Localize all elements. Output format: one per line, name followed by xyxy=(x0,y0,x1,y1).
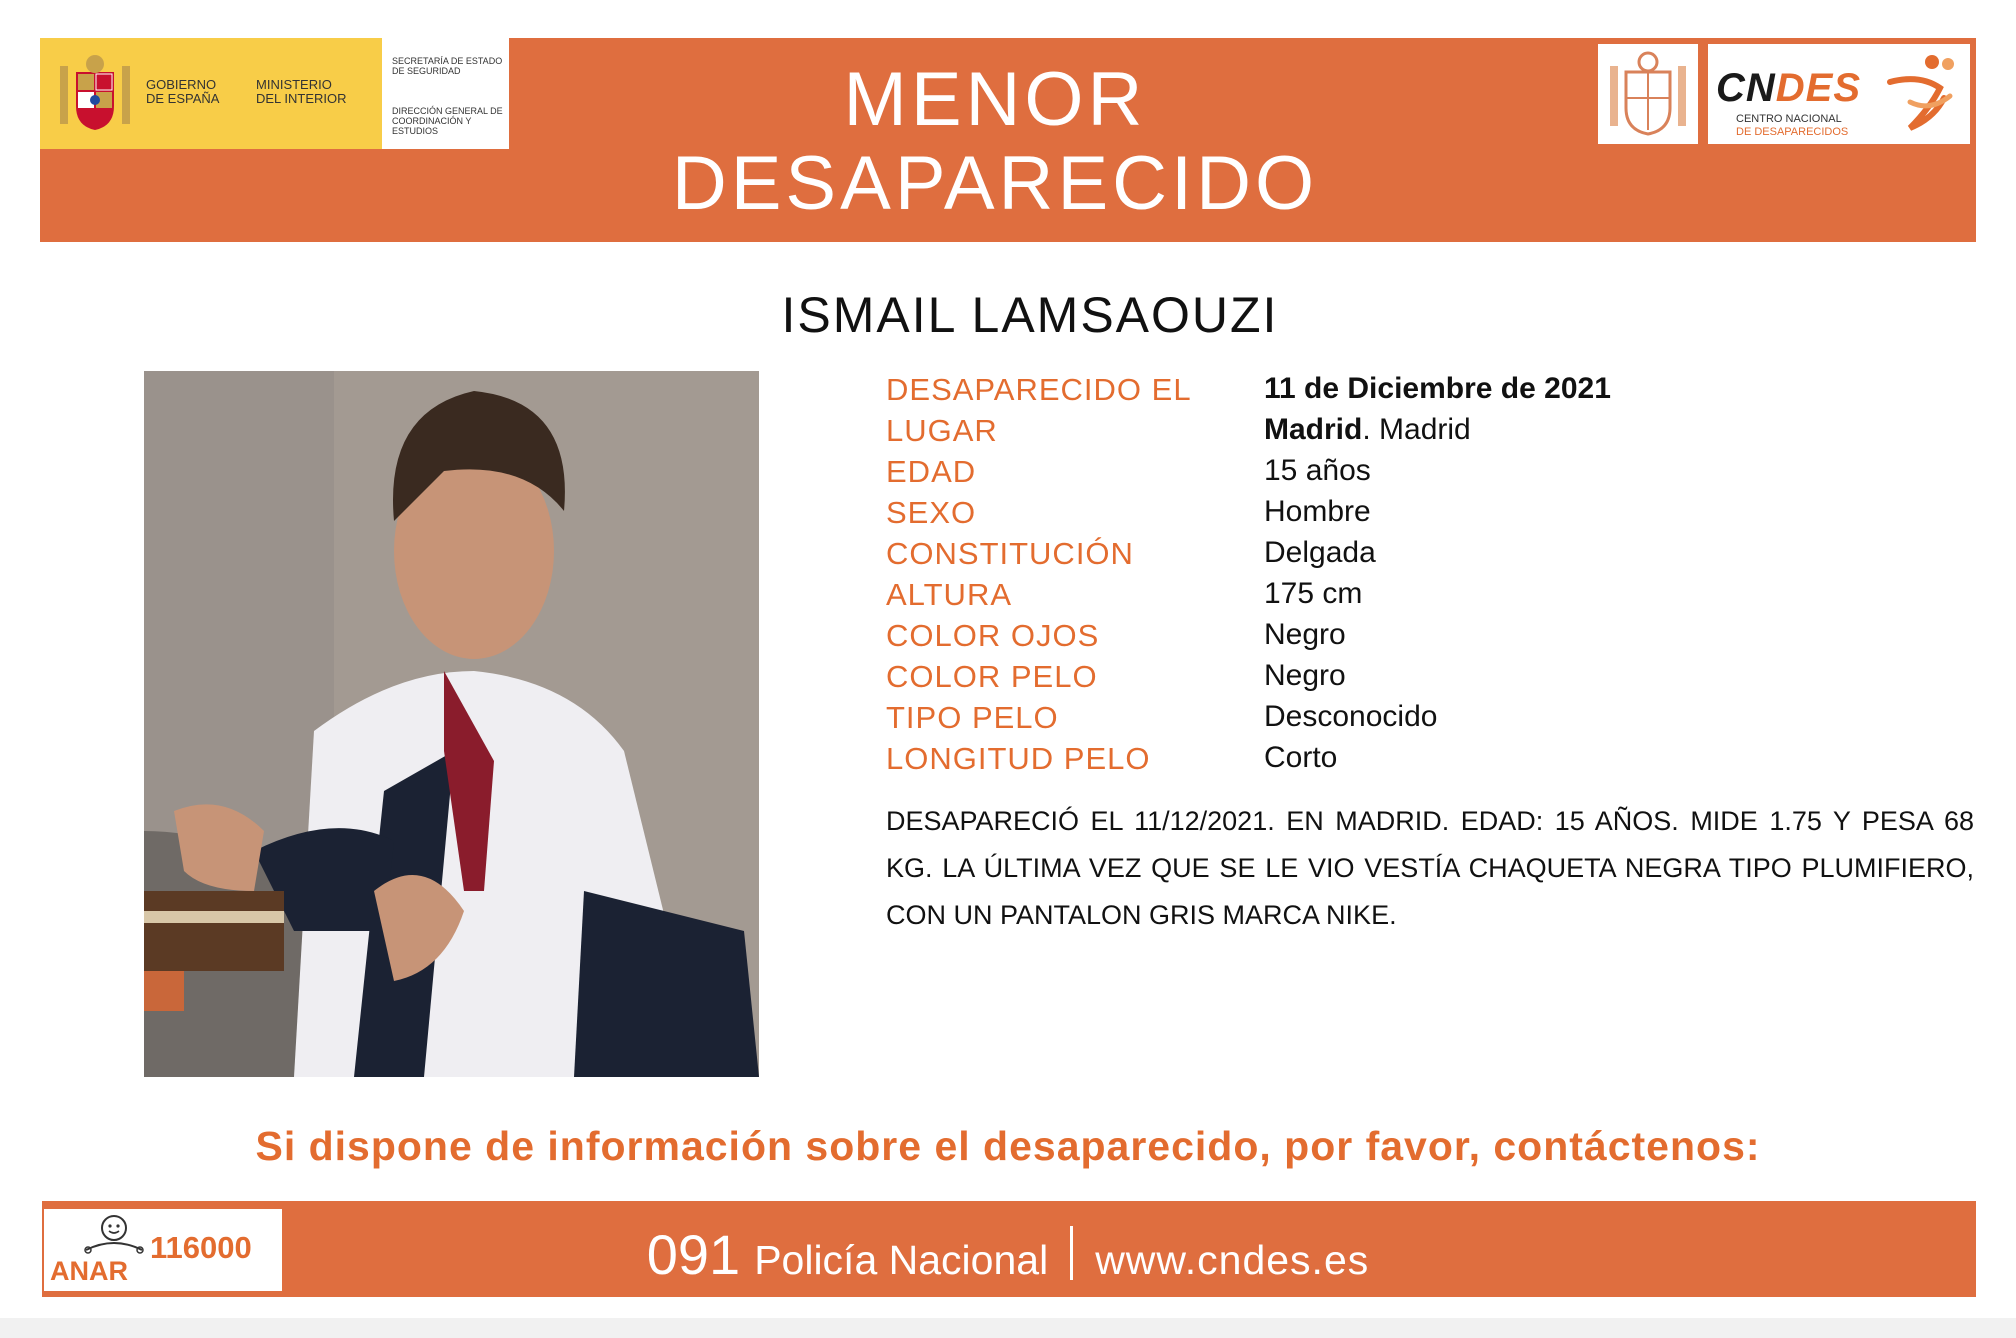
title-line-1: MENOR xyxy=(843,57,1147,142)
gov-name-line2: DE ESPAÑA xyxy=(146,91,220,106)
cndes-logo-cn: CN xyxy=(1716,66,1776,110)
detail-value: 15 años xyxy=(1264,454,1371,487)
detail-label: TIPO PELO xyxy=(886,700,1059,735)
detail-label: LONGITUD PELO xyxy=(886,741,1151,776)
footer-divider xyxy=(1070,1226,1073,1280)
detail-value: Hombre xyxy=(1264,495,1371,528)
detail-label: SEXO xyxy=(886,495,977,530)
case-description: DESAPARECIÓ EL 11/12/2021. EN MADRID. EDAD: 15 AÑOS. MIDE 1.75 Y PESA 68 KG. LA ÚLTIMA VEZ QUE SE LE VIO VESTÍA CHAQUETA NEGRA TIPO PLUMIFIERO, CON UN PANTALON GRIS MARCA NIKE. xyxy=(886,806,1974,930)
cndes-subtitle-1: CENTRO NACIONAL xyxy=(1736,113,1842,125)
coat-of-arms-icon xyxy=(1606,50,1690,140)
ministry-name-line1: MINISTERIO xyxy=(256,77,332,92)
detail-value-bold: Madrid xyxy=(1264,413,1363,446)
detail-label: EDAD xyxy=(886,454,977,489)
contact-message: Si dispone de información sobre el desaparecido, por favor, contáctenos: xyxy=(255,1123,1761,1169)
website-link[interactable]: www.cndes.es xyxy=(1095,1237,1370,1283)
cndes-logo-des: DES xyxy=(1775,66,1862,110)
police-phone-number[interactable]: 091 xyxy=(646,1223,741,1286)
detail-label: COLOR PELO xyxy=(886,659,1098,694)
detail-value: Desconocido xyxy=(1264,700,1438,733)
detail-label: ALTURA xyxy=(886,577,1013,612)
missing-person-photo xyxy=(144,371,759,1077)
ministry-name-line2: DEL INTERIOR xyxy=(256,91,347,106)
detail-value: 11 de Diciembre de 2021 xyxy=(1264,372,1611,405)
anar-label: ANAR xyxy=(50,1256,128,1286)
police-name: Policía Nacional xyxy=(754,1237,1049,1283)
detail-value xyxy=(1264,413,1471,447)
detail-value: 175 cm xyxy=(1264,577,1363,610)
bottom-strip xyxy=(0,1318,2016,1338)
detail-label: COLOR OJOS xyxy=(886,618,1100,653)
secretaria-name: SECRETARÍA DE ESTADO DE SEGURIDAD xyxy=(392,56,503,76)
detail-value: Corto xyxy=(1264,741,1338,774)
detail-label: CONSTITUCIÓN xyxy=(886,536,1134,571)
detail-label: DESAPARECIDO EL xyxy=(886,372,1192,407)
person-name: ISMAIL LAMSAOUZI xyxy=(781,287,1279,343)
anar-phone-number[interactable]: 116000 xyxy=(150,1230,252,1265)
direccion-name: DIRECCIÓN GENERAL DE COORDINACIÓN Y ESTUDIOS xyxy=(392,106,503,136)
detail-value: Negro xyxy=(1264,659,1346,692)
cndes-logo xyxy=(1716,66,1861,111)
gov-name-line1: GOBIERNO xyxy=(146,77,217,92)
cndes-subtitle-2: DE DESAPARECIDOS xyxy=(1736,126,1849,138)
detail-value-rest: . Madrid xyxy=(1362,413,1471,446)
detail-label: LUGAR xyxy=(886,413,998,448)
title-line-2: DESAPARECIDO xyxy=(671,141,1319,226)
detail-value: Delgada xyxy=(1264,536,1376,569)
footer-contact-line xyxy=(0,1222,2016,1287)
runner-figures-icon xyxy=(1880,52,1964,138)
detail-value: Negro xyxy=(1264,618,1346,651)
